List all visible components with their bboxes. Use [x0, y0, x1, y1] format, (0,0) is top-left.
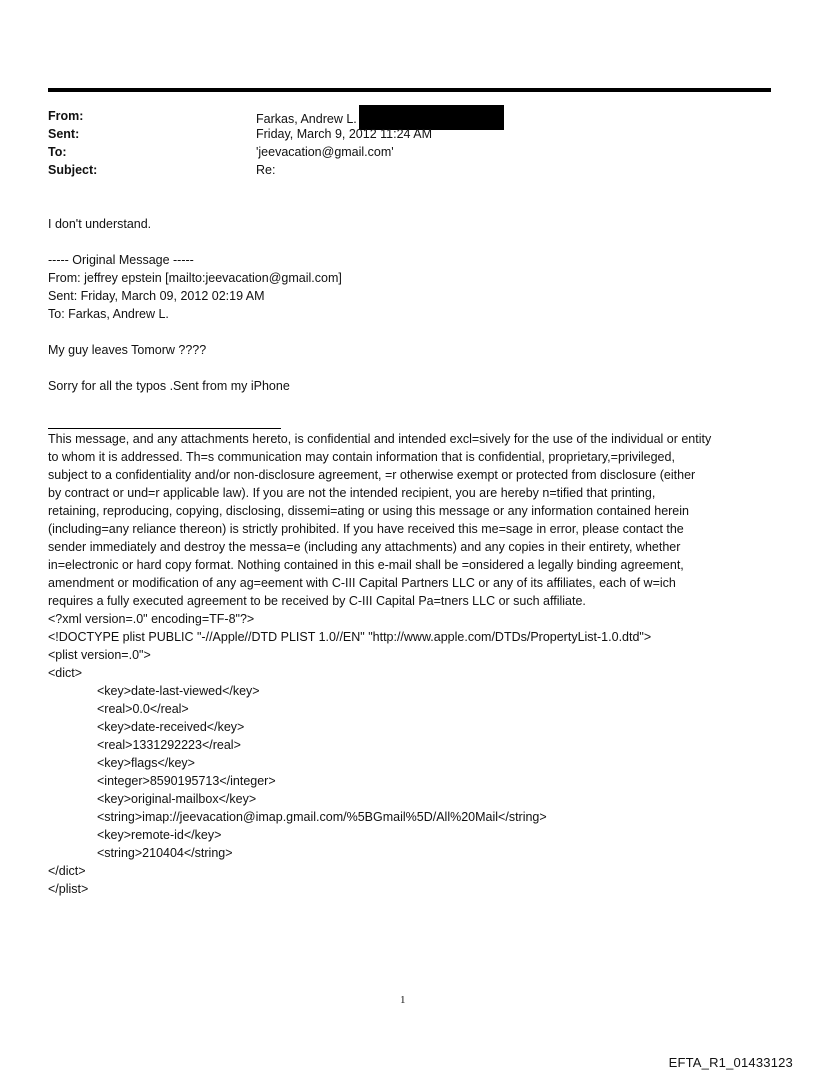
plist-line: <?xml version=.0" encoding=TF-8"?> — [48, 612, 255, 626]
reply-text: I don't understand. — [48, 217, 152, 231]
plist-line: <string>210404</string> — [97, 846, 233, 860]
subject-label: Subject: — [48, 163, 98, 177]
to-value: 'jeevacation@gmail.com' — [256, 145, 394, 159]
plist-metadata-block — [48, 610, 651, 898]
to-label: To: — [48, 145, 67, 159]
plist-line: <real>1331292223</real> — [97, 738, 241, 752]
plist-line: <real>0.0</real> — [97, 702, 189, 716]
disclaimer-line: retaining, reproducing, copying, disclosing, dissemi=ating or using this message or any information contained herein — [48, 504, 689, 518]
disclaimer-line: subject to a confidentiality and/or non-disclosure agreement, =r otherwise exempt or protected from disclosure (either — [48, 468, 696, 482]
original-from: From: jeffrey epstein [mailto:jeevacation@gmail.com] — [48, 271, 342, 285]
plist-line: <key>remote-id</key> — [97, 828, 222, 842]
plist-line: <key>date-last-viewed</key> — [97, 684, 260, 698]
confidentiality-disclaimer — [48, 430, 773, 610]
sent-value: Friday, March 9, 2012 11:24 AM — [256, 127, 433, 141]
from-label: From: — [48, 109, 84, 123]
original-sent: Sent: Friday, March 09, 2012 02:19 AM — [48, 289, 265, 303]
original-to: To: Farkas, Andrew L. — [48, 307, 169, 321]
plist-line: <key>original-mailbox</key> — [97, 792, 257, 806]
plist-line: <dict> — [48, 666, 83, 680]
plist-line: </dict> — [48, 864, 86, 878]
disclaimer-rule — [48, 428, 281, 429]
plist-line: <plist version=.0"> — [48, 648, 151, 662]
original-message-marker: ----- Original Message ----- — [48, 253, 194, 267]
plist-line: <!DOCTYPE plist PUBLIC "-//Apple//DTD PLIST 1.0//EN" "http://www.apple.com/DTDs/PropertyList-1.0.dtd"> — [48, 630, 652, 644]
plist-line: <key>date-received</key> — [97, 720, 245, 734]
disclaimer-line: to whom it is addressed. Th=s communication may contain information that is confidential, proprietary,=privileged, — [48, 450, 675, 464]
page-number: 1 — [400, 994, 406, 1006]
sent-label: Sent: — [48, 127, 80, 141]
plist-line: <integer>8590195713</integer> — [97, 774, 276, 788]
disclaimer-line: by contract or und=r applicable law). If you are not the intended recipient, you are hereby n=tified that printing, — [48, 486, 656, 500]
subject-value: Re: — [256, 163, 276, 177]
plist-line: <key>flags</key> — [97, 756, 195, 770]
from-name: Farkas, Andrew L. — [256, 111, 357, 126]
document-id-stamp: EFTA_R1_01433123 — [668, 1055, 793, 1070]
disclaimer-line: in=electronic or hard copy format. Nothing contained in this e-mail shall be =onsidered a legally binding agreement, — [48, 558, 684, 572]
disclaimer-line: requires a fully executed agreement to be received by C-III Capital Pa=tners LLC or such affiliate. — [48, 594, 586, 608]
disclaimer-line: sender immediately and destroy the messa=e (including any attachments) and any copies in their entirety, whether — [48, 540, 681, 554]
disclaimer-line: amendment or modification of any ag=eement with C-III Capital Partners LLC or any of its affiliates, each of w=ich — [48, 576, 676, 590]
original-message-text: My guy leaves Tomorw ???? — [48, 343, 207, 357]
header-rule — [48, 88, 771, 92]
disclaimer-line: (including=any reliance thereon) is strictly prohibited. If you have received this me=sage in error, please contact the — [48, 522, 684, 536]
disclaimer-line: This message, and any attachments hereto, is confidential and intended excl=sively for the use of the individual or entity — [48, 432, 712, 446]
plist-line: </plist> — [48, 882, 89, 896]
signature-text: Sorry for all the typos .Sent from my iPhone — [48, 379, 290, 393]
plist-line: <string>imap://jeevacation@imap.gmail.com/%5BGmail%5D/All%20Mail</string> — [97, 810, 547, 824]
